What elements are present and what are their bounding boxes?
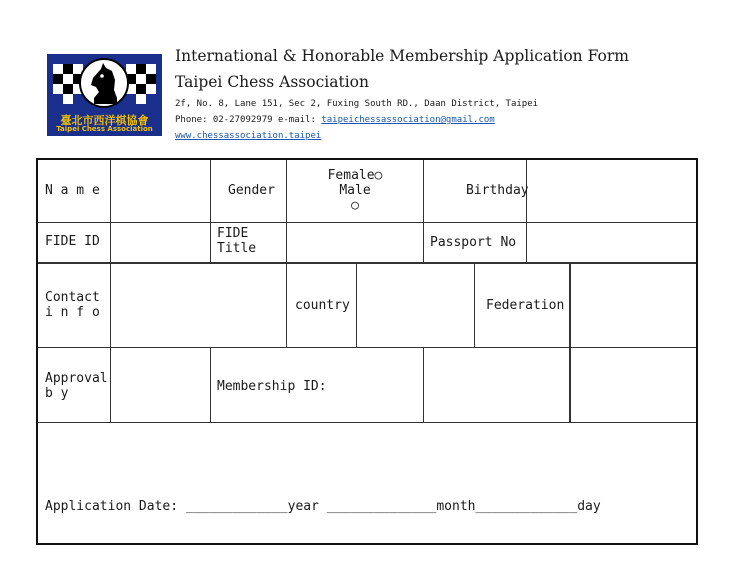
federation-field[interactable] (571, 264, 696, 347)
fide-id-field[interactable] (111, 223, 210, 262)
phone-label: Phone: 02-27092979 e-mail: (175, 115, 322, 125)
contact-info-label (45, 290, 100, 320)
form-title: International & Honorable Membership Application Form (175, 47, 629, 65)
approval-field[interactable] (111, 348, 210, 422)
male-radio-icon[interactable]: ○ (351, 198, 359, 213)
membership-id-field[interactable] (424, 348, 569, 422)
address-line: 2f, No. 8, Lane 151, Sec 2, Fuxing South RD., Daan District, Taipei (175, 99, 539, 109)
approval-line2: b y (45, 386, 69, 401)
col-divider (423, 160, 424, 262)
fide-title-label (217, 226, 256, 256)
organization-name: Taipei Chess Association (175, 73, 369, 91)
country-label: country (295, 298, 350, 313)
approval-label (45, 371, 108, 401)
contact-line1: Contact (45, 290, 100, 305)
country-field[interactable] (357, 264, 474, 347)
name-field[interactable] (111, 160, 210, 222)
passport-field[interactable] (527, 223, 696, 262)
fide-title-line2: Title (217, 241, 257, 256)
website-line (175, 131, 321, 141)
fide-id-label: FIDE ID (45, 234, 100, 249)
passport-label: Passport No (430, 235, 517, 250)
gender-options (287, 168, 423, 213)
birthday-label: Birthday (466, 183, 529, 198)
email-link[interactable]: taipeichessassociation@gmail.com (321, 115, 495, 125)
logo-english-name: Taipei Chess Association (56, 125, 153, 133)
contact-info-field[interactable] (111, 264, 286, 347)
male-option[interactable]: Male (339, 183, 371, 198)
col-divider (474, 262, 475, 347)
chess-knight-icon (47, 54, 162, 112)
website-link[interactable]: www.chessassociation.taipei (175, 131, 322, 141)
contact-line (175, 115, 495, 125)
association-logo (47, 54, 162, 136)
row-divider (38, 422, 696, 423)
fide-title-field[interactable] (287, 223, 423, 262)
logo-chinese-name: 臺北市西洋棋協會 (60, 114, 149, 127)
membership-id-label: Membership ID: (217, 379, 327, 394)
female-option[interactable]: Female○ (327, 168, 383, 183)
fide-title-line1: FIDE (217, 226, 249, 241)
application-form-table (36, 158, 698, 545)
application-date-line[interactable]: Application Date: _____________year ______________month_____________day (45, 499, 601, 514)
approval-line1: Approval (45, 371, 108, 386)
name-label: N a m e (45, 183, 100, 198)
col-divider (210, 160, 211, 262)
col-divider (210, 347, 211, 422)
federation-label: Federation (486, 298, 565, 313)
birthday-field[interactable] (527, 160, 696, 222)
contact-line2: i n f o (45, 305, 100, 320)
gender-label: Gender (228, 183, 275, 198)
extra-field[interactable] (571, 348, 696, 422)
